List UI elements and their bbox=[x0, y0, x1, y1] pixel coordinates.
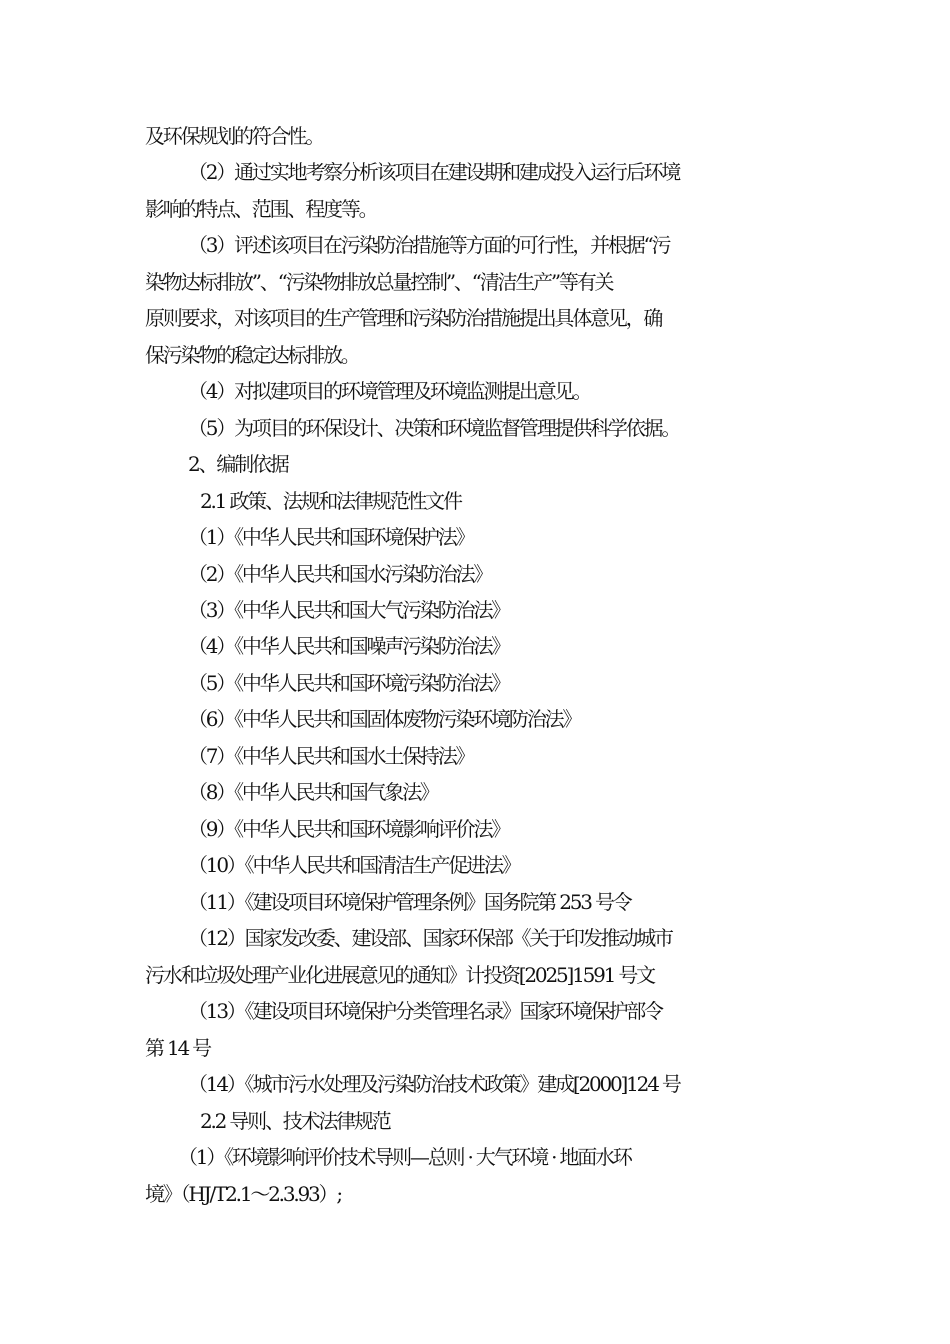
text-line: 原则要求，对该项目的生产管理和污染防治措施提出具体意见，确 bbox=[145, 306, 662, 330]
list-item-continuation: 第 14 号 bbox=[145, 1036, 210, 1060]
list-item-continuation: 污水和垃圾处理产业化进展意见的通知》计投资[2025]1591 号文 bbox=[145, 963, 654, 987]
list-item: （11）《建设项目环境保护管理条例》国务院第 253 号令 bbox=[188, 890, 631, 914]
list-item: （7）《中华人民共和国水土保持法》 bbox=[188, 744, 474, 768]
list-item-continuation: 境》（HJ/T2.1～2.3.93）; bbox=[145, 1182, 341, 1206]
list-item: （4）《中华人民共和国噪声污染防治法》 bbox=[188, 634, 509, 658]
text-line: 染物达标排放”、“污染物排放总量控制”、“清洁生产”等有关 bbox=[145, 270, 613, 294]
text-line: （3）评述该项目在污染防治措施等方面的可行性，并根据“污 bbox=[188, 233, 670, 257]
section-heading: 2、编制依据 bbox=[188, 452, 288, 476]
list-item: （12）国家发改委、建设部、国家环保部《关于印发推动城市 bbox=[188, 926, 672, 950]
list-item: （14）《城市污水处理及污染防治技术政策》建成[2000]124 号 bbox=[188, 1072, 680, 1096]
list-item: （6）《中华人民共和国固体废物污染环境防治法》 bbox=[188, 707, 581, 731]
list-item: （3）《中华人民共和国大气污染防治法》 bbox=[188, 598, 509, 622]
list-item: （8）《中华人民共和国气象法》 bbox=[188, 780, 438, 804]
list-item: （1）《环境影响评价技术导则—总则 · 大气环境 · 地面水环 bbox=[178, 1145, 631, 1169]
text-line: 及环保规划的符合性。 bbox=[145, 124, 323, 148]
list-item: （13）《建设项目环境保护分类管理名录》国家环境保护部令 bbox=[188, 999, 662, 1023]
list-item: （1）《中华人民共和国环境保护法》 bbox=[188, 525, 474, 549]
subsection-heading: 2.2 导则、技术法律规范 bbox=[200, 1109, 390, 1133]
text-line: 保污染物的稳定达标排放。 bbox=[145, 343, 359, 367]
list-item: （2）《中华人民共和国水污染防治法》 bbox=[188, 562, 492, 586]
text-line: 影响的特点、范围、程度等。 bbox=[145, 197, 377, 221]
list-item: （5）《中华人民共和国环境污染防治法》 bbox=[188, 671, 509, 695]
subsection-heading: 2.1 政策、法规和法律规范性文件 bbox=[200, 489, 461, 513]
list-item: （10）《中华人民共和国清洁生产促进法》 bbox=[188, 853, 520, 877]
text-line: （2）通过实地考察分析该项目在建设期和建成投入运行后环境 bbox=[188, 160, 680, 184]
list-item: （9）《中华人民共和国环境影响评价法》 bbox=[188, 817, 509, 841]
text-line: （4）对拟建项目的环境管理及环境监测提出意见。 bbox=[188, 379, 591, 403]
text-line: （5）为项目的环保设计、决策和环境监督管理提供科学依据。 bbox=[188, 416, 680, 440]
